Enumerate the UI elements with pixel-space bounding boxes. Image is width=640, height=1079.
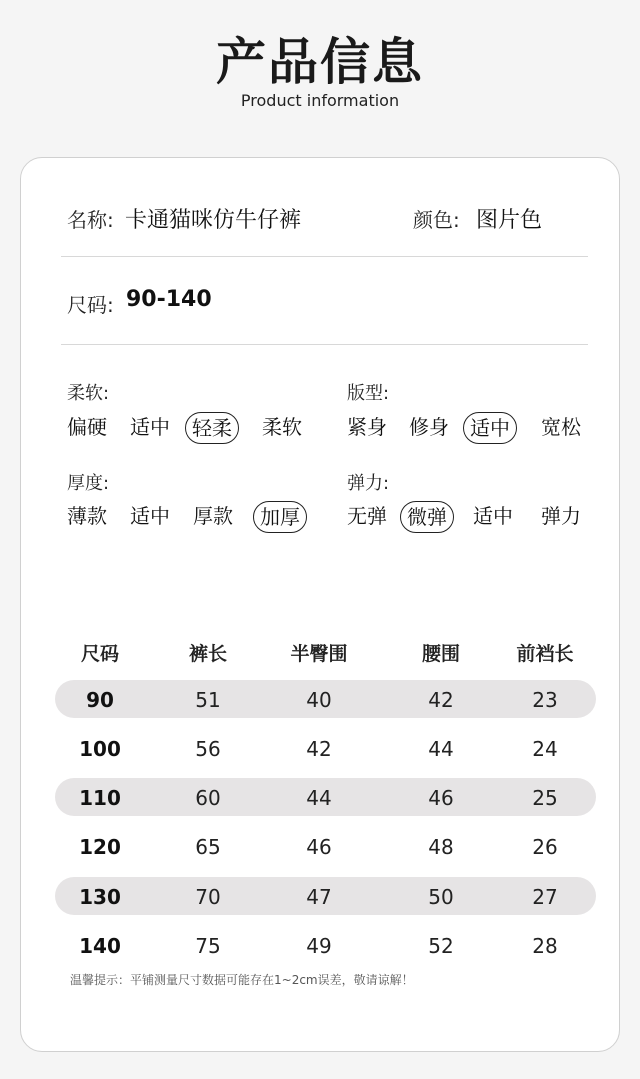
size-label: 尺码: — [67, 293, 114, 317]
size-value: 90-140 — [126, 287, 212, 312]
page-title: 产品信息 — [216, 33, 424, 91]
table-cell: 52 — [428, 934, 454, 958]
table-header-front-rise: 前裆长 — [516, 643, 574, 665]
fit-option: 宽松 — [541, 415, 581, 439]
table-cell: 27 — [532, 885, 558, 909]
measurement-note: 温馨提示：平铺测量尺寸数据可能存在1~2cm误差，敬请谅解！ — [70, 973, 414, 987]
softness-option: 柔软 — [262, 415, 302, 439]
table-cell: 42 — [428, 688, 454, 712]
table-cell: 47 — [306, 885, 332, 909]
table-cell: 65 — [195, 835, 221, 859]
table-cell: 56 — [195, 737, 221, 761]
thickness-option: 厚款 — [193, 504, 233, 528]
table-cell: 48 — [428, 835, 454, 859]
table-cell: 140 — [79, 934, 121, 958]
table-cell: 75 — [195, 934, 221, 958]
elasticity-option: 无弹 — [347, 504, 387, 528]
product-info-card — [20, 157, 620, 1052]
fit-title: 版型: — [347, 383, 390, 404]
elasticity-title: 弹力: — [347, 473, 390, 494]
thickness-option: 适中 — [130, 504, 170, 528]
elasticity-option: 适中 — [473, 504, 513, 528]
table-cell: 24 — [532, 737, 558, 761]
softness-option: 适中 — [130, 415, 170, 439]
elasticity-option: 弹力 — [541, 504, 581, 528]
name-label: 名称: — [67, 208, 114, 232]
table-cell: 25 — [532, 786, 558, 810]
table-cell: 49 — [306, 934, 332, 958]
divider — [61, 344, 588, 345]
elasticity-option-selected: 微弹 — [400, 501, 454, 533]
table-cell: 42 — [306, 737, 332, 761]
color-label: 颜色: — [413, 208, 460, 232]
page-subtitle: Product information — [240, 91, 400, 110]
softness-option: 偏硬 — [67, 415, 107, 439]
table-cell: 26 — [532, 835, 558, 859]
table-header-waist: 腰围 — [421, 643, 460, 665]
table-cell: 40 — [306, 688, 332, 712]
name-value: 卡通猫咪仿牛仔裤 — [125, 208, 302, 233]
table-header-hip: 半臀围 — [290, 643, 348, 665]
table-cell: 44 — [306, 786, 332, 810]
table-header-length: 裤长 — [188, 643, 227, 665]
table-cell: 23 — [532, 688, 558, 712]
table-cell: 70 — [195, 885, 221, 909]
table-cell: 130 — [79, 885, 121, 909]
table-cell: 60 — [195, 786, 221, 810]
color-value: 图片色 — [476, 208, 543, 233]
softness-title: 柔软: — [67, 383, 110, 404]
fit-option-selected: 适中 — [463, 412, 517, 444]
table-cell: 120 — [79, 835, 121, 859]
fit-option: 紧身 — [347, 415, 387, 439]
table-cell: 46 — [306, 835, 332, 859]
table-cell: 28 — [532, 934, 558, 958]
table-cell: 110 — [79, 786, 121, 810]
table-cell: 44 — [428, 737, 454, 761]
table-header-size: 尺码 — [80, 643, 119, 665]
thickness-option-selected: 加厚 — [253, 501, 307, 533]
thickness-title: 厚度: — [67, 473, 110, 494]
thickness-option: 薄款 — [67, 504, 107, 528]
table-cell: 90 — [86, 688, 114, 712]
page-header — [0, 0, 640, 150]
fit-option: 修身 — [409, 415, 449, 439]
table-cell: 46 — [428, 786, 454, 810]
table-cell: 51 — [195, 688, 221, 712]
softness-option-selected: 轻柔 — [185, 412, 239, 444]
divider — [61, 256, 588, 257]
table-cell: 50 — [428, 885, 454, 909]
table-cell: 100 — [79, 737, 121, 761]
